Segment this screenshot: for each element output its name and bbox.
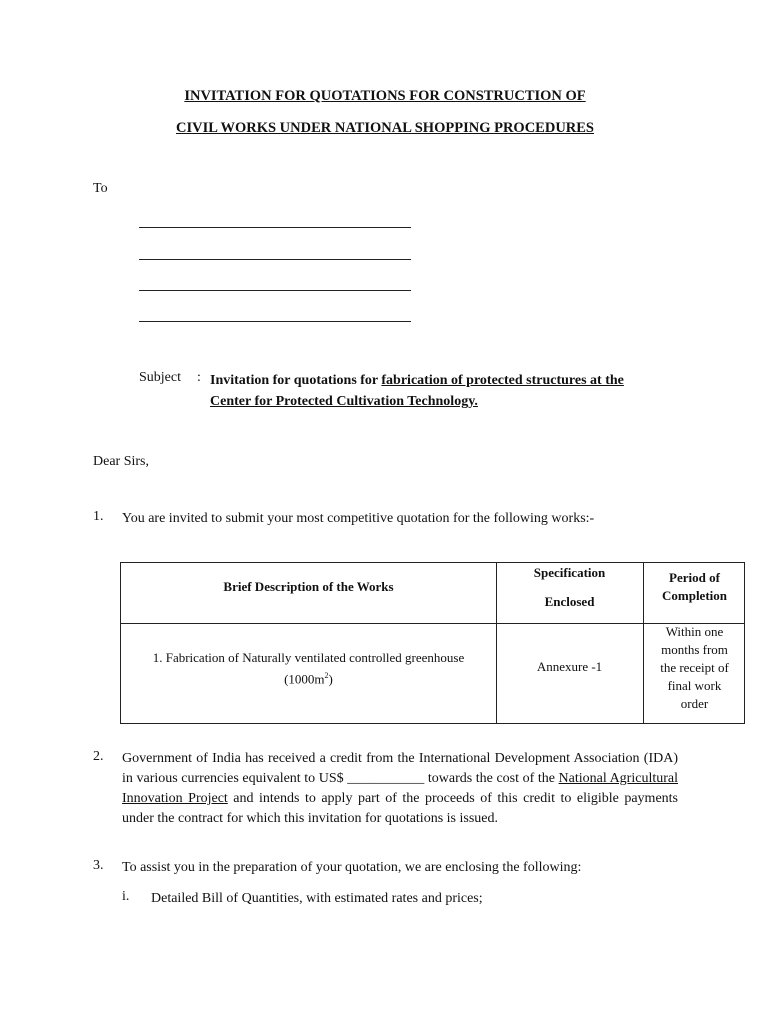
header-period-line-2: Completion [662, 588, 727, 603]
para1-text: You are invited to submit your most competitive quotation for the following works:- [122, 511, 595, 526]
address-blank-line-3 [139, 290, 411, 291]
para3-number: 3. [93, 858, 104, 873]
title-line-2: CIVIL WORKS UNDER NATIONAL SHOPPING PROCEDURES [175, 120, 594, 136]
header-spec-line-1: Specification [533, 565, 606, 580]
subject-underlined-1: fabrication of protected structures at the [381, 373, 624, 388]
subject-prefix: Invitation for quotations for [210, 373, 382, 388]
subject-underlined-2: Center for Protected Cultivation Technology. [210, 394, 478, 409]
address-blank-line-1 [139, 227, 411, 228]
table-divider-1 [496, 563, 497, 723]
para3-text: To assist you in the preparation of your quotation, we are enclosing the following: [122, 860, 582, 875]
subject-label: Subject [139, 370, 181, 385]
para2-number: 2. [93, 749, 104, 764]
subject-text [210, 370, 680, 412]
row-description-line-1: 1. Fabrication of Naturally ventilated controlled greenhouse [152, 650, 465, 665]
header-description: Brief Description of the Works [223, 579, 394, 594]
item-i-text: Detailed Bill of Quantities, with estimated rates and prices; [151, 891, 483, 906]
header-spec-line-2: Enclosed [544, 594, 595, 609]
subject-colon: : [197, 370, 201, 385]
row-spec: Annexure -1 [536, 659, 603, 674]
to-label: To [93, 181, 108, 196]
row-description-line-2: $(1000m^2)$ [284, 671, 333, 687]
address-blank-line-4 [139, 321, 411, 322]
header-period-line-1: Period of [669, 570, 720, 585]
para1-number: 1. [93, 509, 104, 524]
item-i-number: i. [122, 889, 130, 904]
title-line-1: INVITATION FOR QUOTATIONS FOR CONSTRUCTION OF [184, 88, 586, 104]
salutation: Dear Sirs, [93, 454, 149, 469]
address-blank-line-2 [139, 259, 411, 260]
works-table [120, 562, 745, 724]
row-period: Within one months from the receipt of final work order [660, 624, 729, 711]
para2-text: Government of India has received a credit from the International Development Association (IDA) in various currencies equivalent to US$ ___________ towards the cost of the National Agricultural Innovation Project and intends to apply part of the proceeds of this credit to eligible payments under the contract for which this invitation for quotations is issued. [122, 751, 678, 826]
